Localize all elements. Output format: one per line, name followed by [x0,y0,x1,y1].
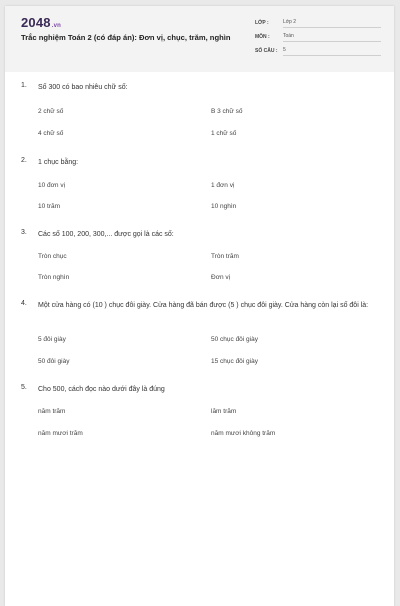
answer-option[interactable]: Tròn trăm [211,253,239,260]
answer-option[interactable]: Đơn vị [211,274,231,281]
meta-value: Toán [283,33,381,42]
meta-row-class [255,18,381,32]
answer-option[interactable]: năm mươi trăm [38,430,83,437]
logo-suffix: .vn [51,23,62,29]
question-number: 5. [21,384,27,391]
meta-row-subject [255,32,381,46]
answer-option[interactable]: Tròn nghìn [38,274,70,281]
answer-option[interactable]: 50 đôi giày [38,358,70,365]
meta-info [255,18,381,60]
meta-row-count [255,46,381,60]
question-number: 4. [21,300,27,307]
question-text: Số 300 có bao nhiêu chữ số: [38,84,128,91]
answer-option[interactable]: B 3 chữ số [211,108,243,115]
answer-option[interactable]: 15 chục đôi giày [211,358,258,365]
logo-main: 2048 [21,15,51,30]
answer-option[interactable]: năm mươi không trăm [211,430,276,437]
page-header [5,6,394,72]
page-title: Trắc nghiệm Toán 2 (có đáp án): Đơn vị, chục, trăm, nghìn [21,33,231,42]
answer-option[interactable]: 10 trăm [38,203,61,210]
question-number: 3. [21,229,27,236]
question-text: Các số 100, 200, 300,... được gọi là các số: [38,231,174,238]
answer-option[interactable]: 1 chữ số [211,130,237,137]
meta-value: Lớp 2 [283,19,381,28]
answer-option[interactable]: 50 chục đôi giày [211,336,258,343]
question-number: 1. [21,82,27,89]
answer-option[interactable]: lăm trăm [211,408,237,415]
answer-option[interactable]: năm trăm [38,408,66,415]
site-logo[interactable] [21,15,61,30]
answer-option[interactable]: 10 đơn vị [38,182,66,189]
meta-label: MÔN : [255,34,270,40]
meta-label: SỐ CÂU : [255,48,278,54]
answer-option[interactable]: 5 đôi giày [38,336,66,343]
question-number: 2. [21,157,27,164]
question-text: 1 chục bằng: [38,159,79,166]
answer-option[interactable]: 4 chữ số [38,130,64,137]
answer-option[interactable]: 2 chữ số [38,108,64,115]
answer-option[interactable]: Tròn chục [38,253,67,260]
answer-option[interactable]: 10 nghìn [211,203,237,210]
question-text: Cho 500, cách đọc nào dưới đây là đúng [38,386,165,393]
question-text: Một cửa hàng có (10 ) chục đôi giày. Cửa hàng đã bán được (5 ) chục đôi giày. Cửa hàng còn lại số đôi là: [38,302,369,309]
answer-option[interactable]: 1 đơn vị [211,182,235,189]
document-page [5,6,394,606]
meta-label: LỚP : [255,20,269,26]
meta-value: 5 [283,47,381,56]
